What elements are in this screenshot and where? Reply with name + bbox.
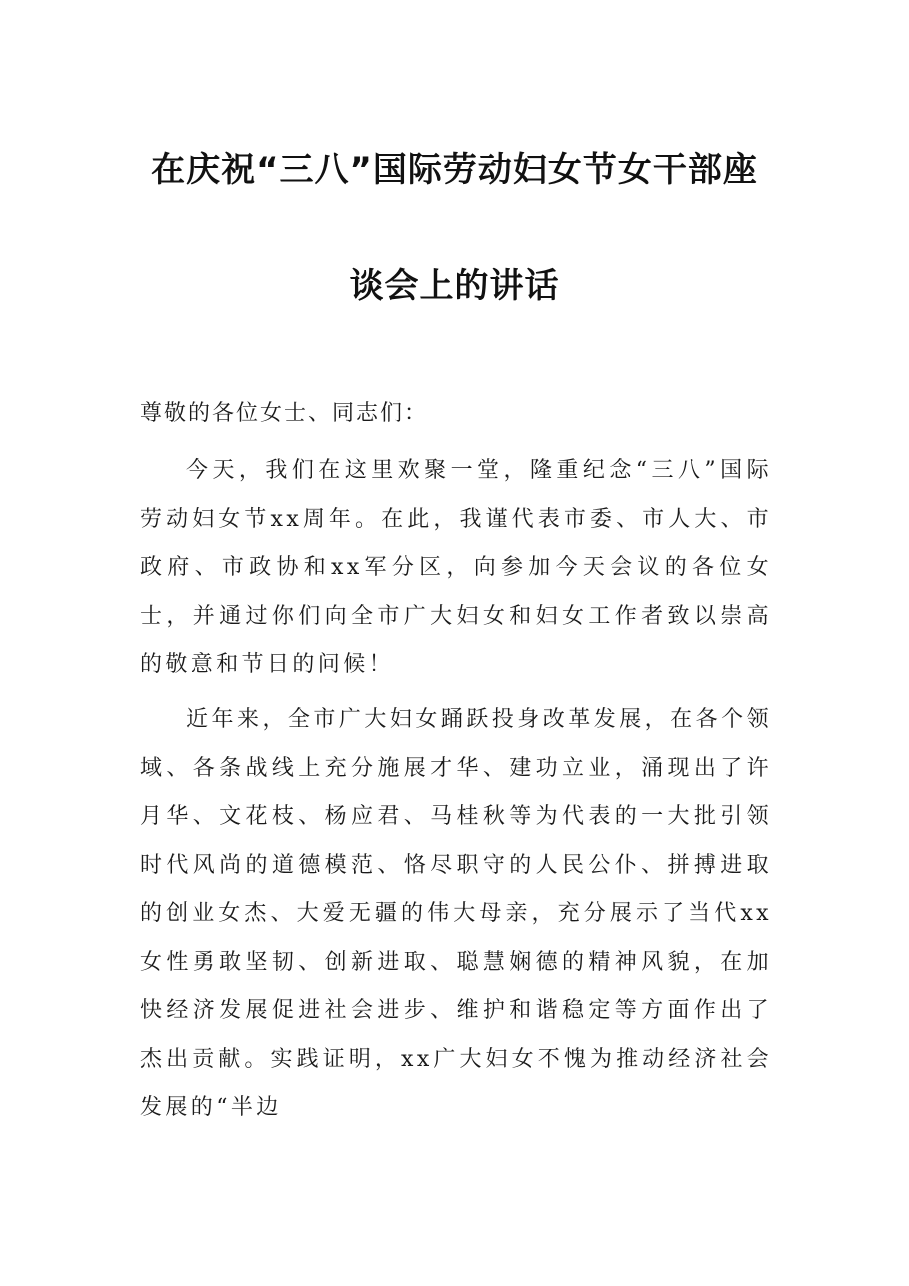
document-title-line-2: 谈会上的讲话 [349,266,560,306]
paragraph-1: 今天，我们在这里欢聚一堂，隆重纪念“三八”国际劳动妇女节xx周年。在此，我谨代表市委、市人大、市政府、市政协和xx军分区，向参加今天会议的各位女士，并通过你们向全市广大妇女和妇女工作者致以崇高的敬意和节日的问候！ [140,458,772,677]
paragraph-2: 近年来，全市广大妇女踊跃投身改革发展，在各个领域、各条战线上充分施展才华、建功立业，涌现出了许月华、文花枝、杨应君、马桂秋等为代表的一大批引领时代风尚的道德模范、恪尽职守的人民公仆、拼搏进取的创业女杰、大爱无疆的伟大母亲，充分展示了当代xx女性勇敢坚韧、创新进取、聪慧娴德的精神风貌，在加快经济发展促进社会进步、维护和谐稳定等方面作出了杰出贡献。实践证明，xx广大妇女不愧为推动经济社会发展的“半边 [140,707,772,1120]
document-title-line-1: 在庆祝“三八”国际劳动妇女节女干部座 [151,150,758,190]
salutation: 尊敬的各位女士、同志们： [140,401,429,426]
